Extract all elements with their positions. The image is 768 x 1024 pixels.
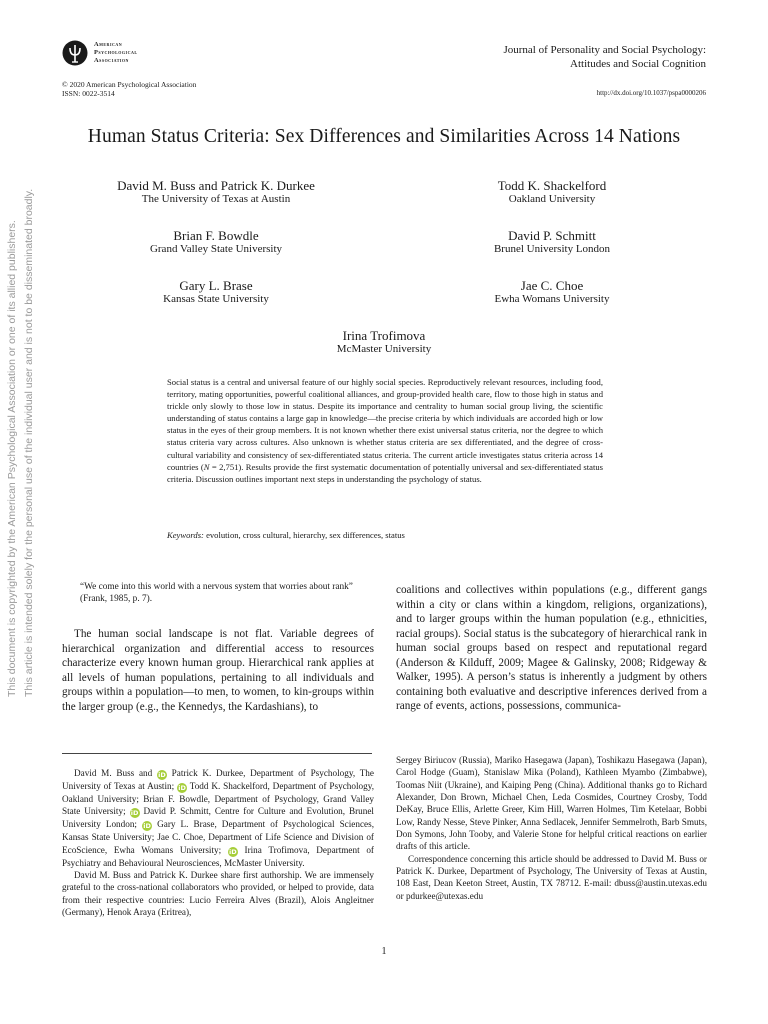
author-block (402, 278, 702, 306)
keywords-list: evolution, cross cultural, hierarchy, sex differences, status (203, 530, 405, 540)
usage-side-notice: This article is intended solely for the personal use of the individual user and is not to be disseminated broadly. (23, 188, 35, 697)
abstract: Social status is a central and universal feature of our highly social species. Reproductively relevant resources, including food, territory, mating opportunities, powerful coalitional alliances, and group-provided health care, flow to those high in status and trickle only slowly to those low in status. Despite its importance and centrality to human social group living, the scientific understanding of status contains a large gap in knowledge—the precise criteria by which individuals are accorded high or low status in the eyes of their group members. It is not known whether there exist universal status criteria, nor the degree to which status criteria vary across cultures. Also unknown is whether status criteria are sex differentiated, and the degree of cross-cultural variability and consistency of sex-differentiated status criteria. The current article investigates status criteria across 14 countries (N = 2,751). Results provide the first systematic documentation of potentially universal and sex-differentiated status criteria. Discussion outlines important next steps in understanding the psychology of status. (167, 377, 603, 484)
author-block (402, 178, 702, 206)
author-name: David P. Schmitt (508, 228, 596, 243)
author-name: Todd K. Shackelford (497, 178, 607, 193)
copyright-side-notice: This document is copyrighted by the American Psychological Association or one of its allied publishers. (6, 220, 18, 697)
author-affiliation: Brunel University London (493, 243, 611, 255)
apa-logo (62, 40, 138, 66)
orcid-icon[interactable]: iD (130, 809, 139, 818)
journal-name: Journal of Personality and Social Psychology: Attitudes and Social Cognition (503, 44, 706, 70)
doi-link[interactable]: http://dx.doi.org/10.1037/pspa0000206 (596, 89, 706, 97)
orcid-icon[interactable]: iD (229, 847, 237, 856)
body-paragraph-right: coalitions and collectives within populations (e.g., different gangs within a city or clans within a kingdom, religions, organizations), and to larger groups within the human population (e.g., ethnicities, racial groups). Social status is the subcategory of hierarchical rank in human social groups based on respect and reputational regard (Anderson & Kilduff, 2009; Magee & Galinsky, 2008; Ridgeway & Walker, 1995). A person’s status is inherently a judgment by others containing both evaluative and descriptive inferences derived from a range of events, actions, possessions, communica- (396, 584, 707, 712)
keywords-label: Keywords: (167, 530, 204, 540)
orcid-icon[interactable]: iD (158, 771, 166, 779)
keywords (167, 530, 603, 540)
publisher-name: American Psychological Association (94, 40, 138, 65)
author-name: Irina Trofimova (342, 328, 426, 343)
copyright-notice: © 2020 American Psychological Association ISSN: 0022-3514 (62, 80, 197, 98)
author-affiliation: Oakland University (508, 193, 596, 205)
apa-psi-logo-icon (62, 40, 88, 66)
orcid-icon[interactable]: iD (143, 822, 151, 831)
author-affiliation: Kansas State University (163, 293, 269, 305)
author-block (66, 278, 366, 306)
acknowledgments-note: David M. Buss and Patrick K. Durkee share first authorship. We are immensely grateful to the cross-national collaborators who provided, or helped to provide, data from their respective countries: Lucio Ferreira Alves (Brazil), Alois Angleitner (Germany), Henok Araya (Eritrea), (62, 870, 374, 918)
epigraph-quote: “We come into this world with a nervous system that worries about rank” (Frank, 1985, p. 7). (80, 582, 353, 605)
author-name: Jae C. Choe (520, 278, 584, 293)
author-note-left (62, 767, 374, 918)
author-note-right (396, 754, 707, 902)
correspondence-note: Correspondence concerning this article should be addressed to David M. Buss or Patrick K. Durkee, Department of Psychology, The University of Texas at Austin, 108 East, Dean Keeton Street, Austin, TX 78712. E-mail: dbuss@austin.utexas.edu or pdurkee@utexas.edu (396, 853, 707, 901)
author-block (402, 228, 702, 256)
author-affiliation: Grand Valley State University (149, 243, 283, 255)
footnote-divider (62, 753, 372, 754)
author-affiliation: McMaster University (336, 343, 432, 355)
body-paragraph-left: The human social landscape is not flat. Variable degrees of hierarchical organization and differential access to resources characterize every known human group. Hierarchical rank applies at all levels of human populations, pertaining to all individuals and groups within a population—to men, to women, to kin-groups within the larger group (e.g., the Kennedys, the Kardashians), to (62, 628, 374, 713)
author-block (66, 228, 366, 256)
author-name: David M. Buss and Patrick K. Durkee (117, 178, 315, 193)
author-name: Brian F. Bowdle (173, 228, 259, 243)
author-name: Gary L. Brase (179, 278, 253, 293)
page-number: 1 (381, 946, 387, 957)
author-affiliations-note: David M. Buss and iD Patrick K. Durkee, Department of Psychology, The University of Texas at Austin; iD Todd K. Shackelford, Department of Psychology, Oakland University; Brian F. Bowdle, Department of Psychology, Grand Valley State University; iD David P. Schmitt, Centre for Culture and Evolution, Brunel University London; iD Gary L. Brase, Department of Psychological Sciences, Kansas State University; Jae C. Choe, Department of Life Science and Division of EcoScience, Ewha Womans University; iD Irina Trofimova, Department of Psychiatry and Behavioural Neurosciences, McMaster University. (62, 768, 375, 868)
orcid-icon[interactable]: iD (178, 784, 186, 792)
author-block (234, 328, 534, 356)
acknowledgments-continued: Sergey Biriucov (Russia), Mariko Hasegawa (Japan), Toshikazu Hasegawa (Japan), Carol Hodge (Guam), Stanislaw Mika (Poland), Kathleen Myambo (Zimbabwe), Toomas Niit (Ukraine), and Kaiping Peng (China). Additional thanks go to Richard Alexander, Don Brown, Michael Chen, Leda Cosmides, Courtney Crosby, Todd DeKay, Bruce Ellis, Arlette Greer, Kim Hill, Warren Holmes, Tim Ketelaar, Bobbi Low, Randy Nesse, Steve Pinker, Anna Sedlacek, Jennifer Semmelroth, Barb Smuts, Don Symons, John Tooby, and Valerie Stone for helpful critical reactions on earlier drafts of this article. (396, 755, 707, 852)
author-affiliation: Ewha Womans University (494, 293, 610, 305)
article-title: Human Status Criteria: Sex Differences and Similarities Across 14 Nations (87, 126, 681, 147)
author-affiliation: The University of Texas at Austin (141, 193, 291, 205)
author-block (66, 178, 366, 206)
